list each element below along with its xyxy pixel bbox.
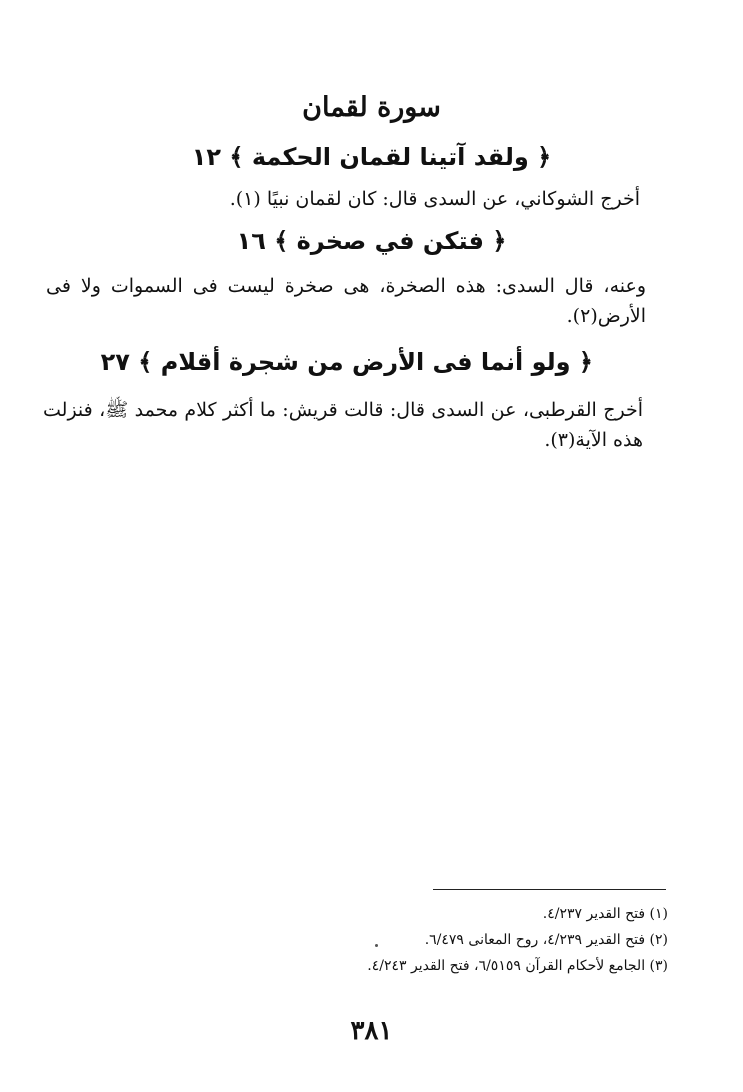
commentary-verse-16: وعنه، قال السدى: هذه الصخرة، هى صخرة ليست فى السموات ولا فى الأرض(٢). [46,275,646,327]
footnote-separator [433,889,666,890]
verse-16: ﴿ فتكن في صخرة ﴾ ١٦ [236,227,507,255]
commentary-verse-12: أخرج الشوكاني، عن السدى قال: كان لقمان نبيًا (١). [229,188,640,210]
page-number: ٣٨١ [350,1016,393,1046]
surah-title: سورة لقمان [302,92,441,123]
verse-27: ﴿ ولو أنما فى الأرض من شجرة أقلام ﴾ ٢٧ [100,348,593,376]
footnote-2: (٢) فتح القدير ٤/٢٣٩، روح المعانى ٦/٤٧٩. [424,932,668,948]
scan-speck [375,944,378,947]
verse-12: ﴿ ولقد آتينا لقمان الحكمة ﴾ ١٢ [191,143,552,171]
commentary-verse-27: أخرج القرطبى، عن السدى قال: قالت قريش: ما أكثر كلام محمد ﷺ، فنزلت هذه الآية(٣). [43,399,643,451]
footnote-3: (٣) الجامع لأحكام القرآن ٦/٥١٥٩، فتح القدير ٤/٢٤٣. [367,958,668,974]
footnote-1: (١) فتح القدير ٤/٢٣٧. [542,906,668,922]
